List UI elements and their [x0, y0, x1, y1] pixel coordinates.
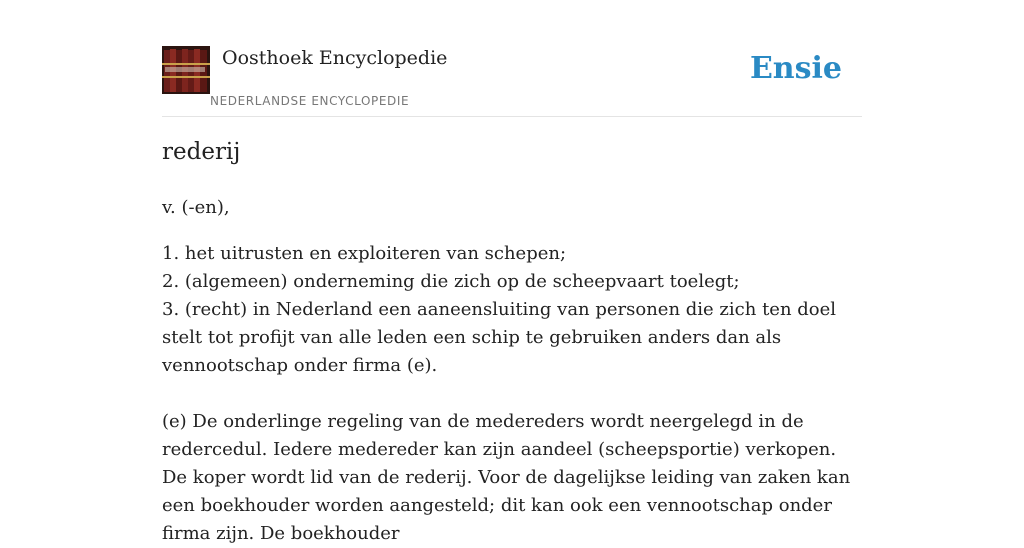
paragraph-spacer — [162, 380, 862, 408]
encyclopedia-books-icon[interactable] — [162, 46, 210, 94]
entry-note: (e) De onderlinge regeling van de medereders wordt neergelegd in de redercedul. Iedere medereder kan zijn aandeel (scheepsportie) verkopen. De koper wordt lid van de rederij. Voor de dagelijkse leiding van zaken kan een boekhouder worden aangesteld; dit kan ook een vennootschap onder firma zijn. De boekhouder — [162, 411, 851, 544]
site-name[interactable]: Oosthoek Encyclopedie — [222, 47, 448, 69]
site-subtitle: NEDERLANDSE ENCYCLOPEDIE — [210, 94, 410, 108]
entry-title: rederij — [162, 139, 241, 165]
site-header — [162, 46, 862, 117]
entry-grammar: v. (-en), — [162, 197, 230, 218]
definition-item: 1. het uitrusten en exploiteren van schepen; — [162, 243, 567, 264]
definition-item: 2. (algemeen) onderneming die zich op de scheepvaart toelegt; — [162, 271, 740, 292]
definition-list — [162, 240, 862, 380]
entry-body — [162, 194, 862, 548]
definition-item: 3. (recht) in Nederland een aaneensluiting van personen die zich ten doel stelt tot profijt van alle leden een schip te gebruiken anders dan als vennootschap onder firma (e). — [162, 299, 837, 376]
ensie-logo-link[interactable]: Ensie — [749, 51, 842, 86]
